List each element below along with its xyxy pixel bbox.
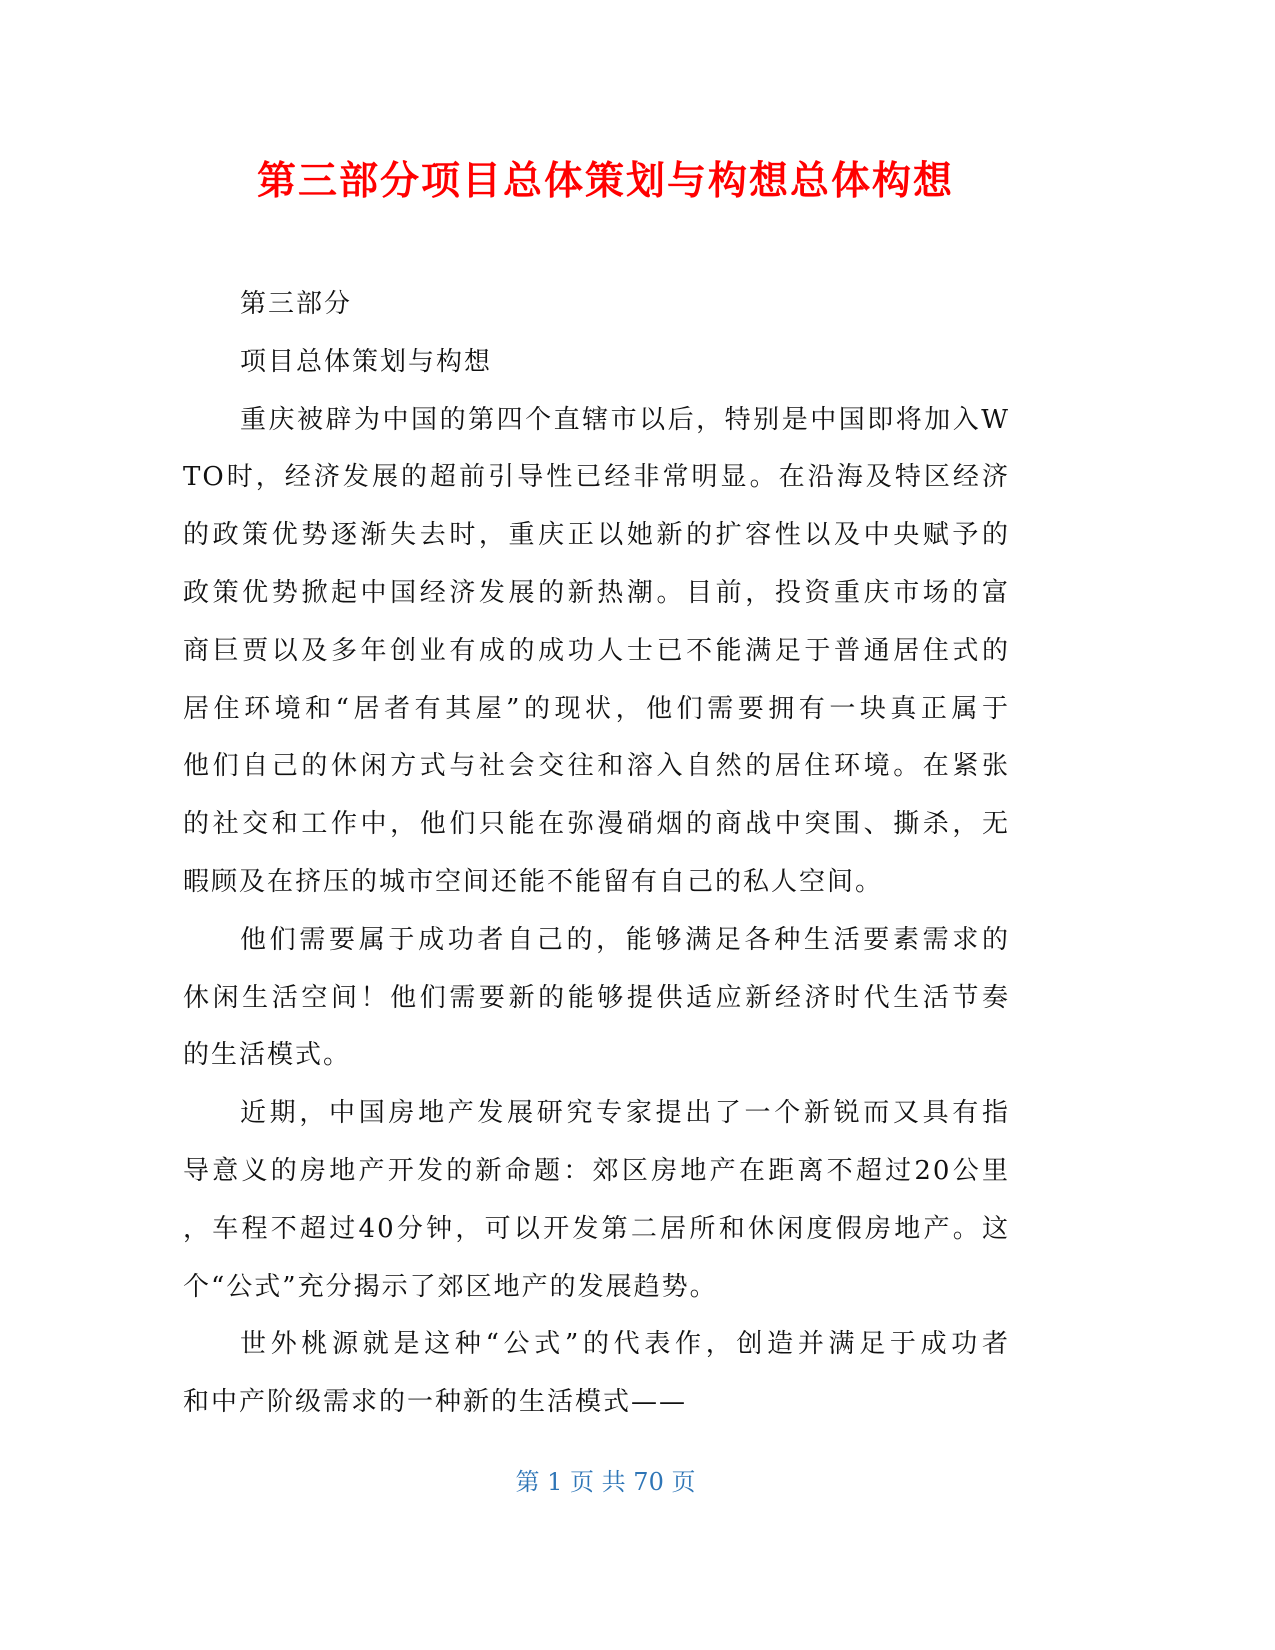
- paragraph-line: 导意义的房地产开发的新命题：郊区房地产在距离不超过20公里: [183, 1155, 1010, 1186]
- paragraph-line: 重庆被辟为中国的第四个直辖市以后，特别是中国即将加入W: [240, 404, 1010, 435]
- paragraph-line: 他们自己的休闲方式与社会交往和溶入自然的居住环境。在紧张: [183, 751, 1010, 782]
- page-number-footer: 第 1 页 共 70 页: [515, 1468, 696, 1496]
- paragraph-line: 休闲生活空间！他们需要新的能够提供适应新经济时代生活节奏: [183, 982, 1010, 1013]
- page-title: 第三部分项目总体策划与构想总体构想: [256, 159, 954, 204]
- paragraph-line: 居住环境和“居者有其屋”的现状，他们需要拥有一块真正属于: [183, 693, 1010, 724]
- document-body: [183, 276, 1010, 1432]
- paragraph-line: 项目总体策划与构想: [240, 346, 493, 377]
- paragraph-line: 第三部分: [240, 289, 353, 319]
- paragraph-line: 世外桃源就是这种“公式”的代表作，创造并满足于成功者: [240, 1329, 1010, 1360]
- paragraph-line: 暇顾及在挤压的城市空间还能不能留有自己的私人空间。: [183, 866, 884, 897]
- paragraph: [183, 392, 1010, 912]
- paragraph-line: TO时，经济发展的超前引导性已经非常明显。在沿海及特区经济: [183, 462, 1010, 493]
- paragraph-heading-part: [183, 276, 1010, 334]
- paragraph-line: 政策优势掀起中国经济发展的新热潮。目前，投资重庆市场的富: [183, 577, 1010, 608]
- paragraph-line: 他们需要属于成功者自己的，能够满足各种生活要素需求的: [240, 924, 1010, 955]
- paragraph-line: 和中产阶级需求的一种新的生活模式——: [183, 1387, 688, 1418]
- paragraph-line: 商巨贾以及多年创业有成的成功人士已不能满足于普通居住式的: [183, 635, 1010, 666]
- paragraph: [183, 912, 1010, 1085]
- paragraph-line: ，车程不超过40分钟，可以开发第二居所和休闲度假房地产。这: [183, 1213, 1010, 1244]
- paragraph-heading-project: [183, 334, 1010, 392]
- paragraph: [183, 1316, 1010, 1432]
- paragraph-line: 个“公式”充分揭示了郊区地产的发展趋势。: [183, 1271, 718, 1302]
- paragraph-line: 的社交和工作中，他们只能在弥漫硝烟的商战中突围、撕杀，无: [183, 809, 1010, 840]
- paragraph-line: 的生活模式。: [183, 1040, 352, 1071]
- paragraph-line: 的政策优势逐渐失去时，重庆正以她新的扩容性以及中央赋予的: [183, 520, 1010, 551]
- paragraph-line: 近期，中国房地产发展研究专家提出了一个新锐而又具有指: [240, 1098, 1010, 1129]
- paragraph: [183, 1085, 1010, 1316]
